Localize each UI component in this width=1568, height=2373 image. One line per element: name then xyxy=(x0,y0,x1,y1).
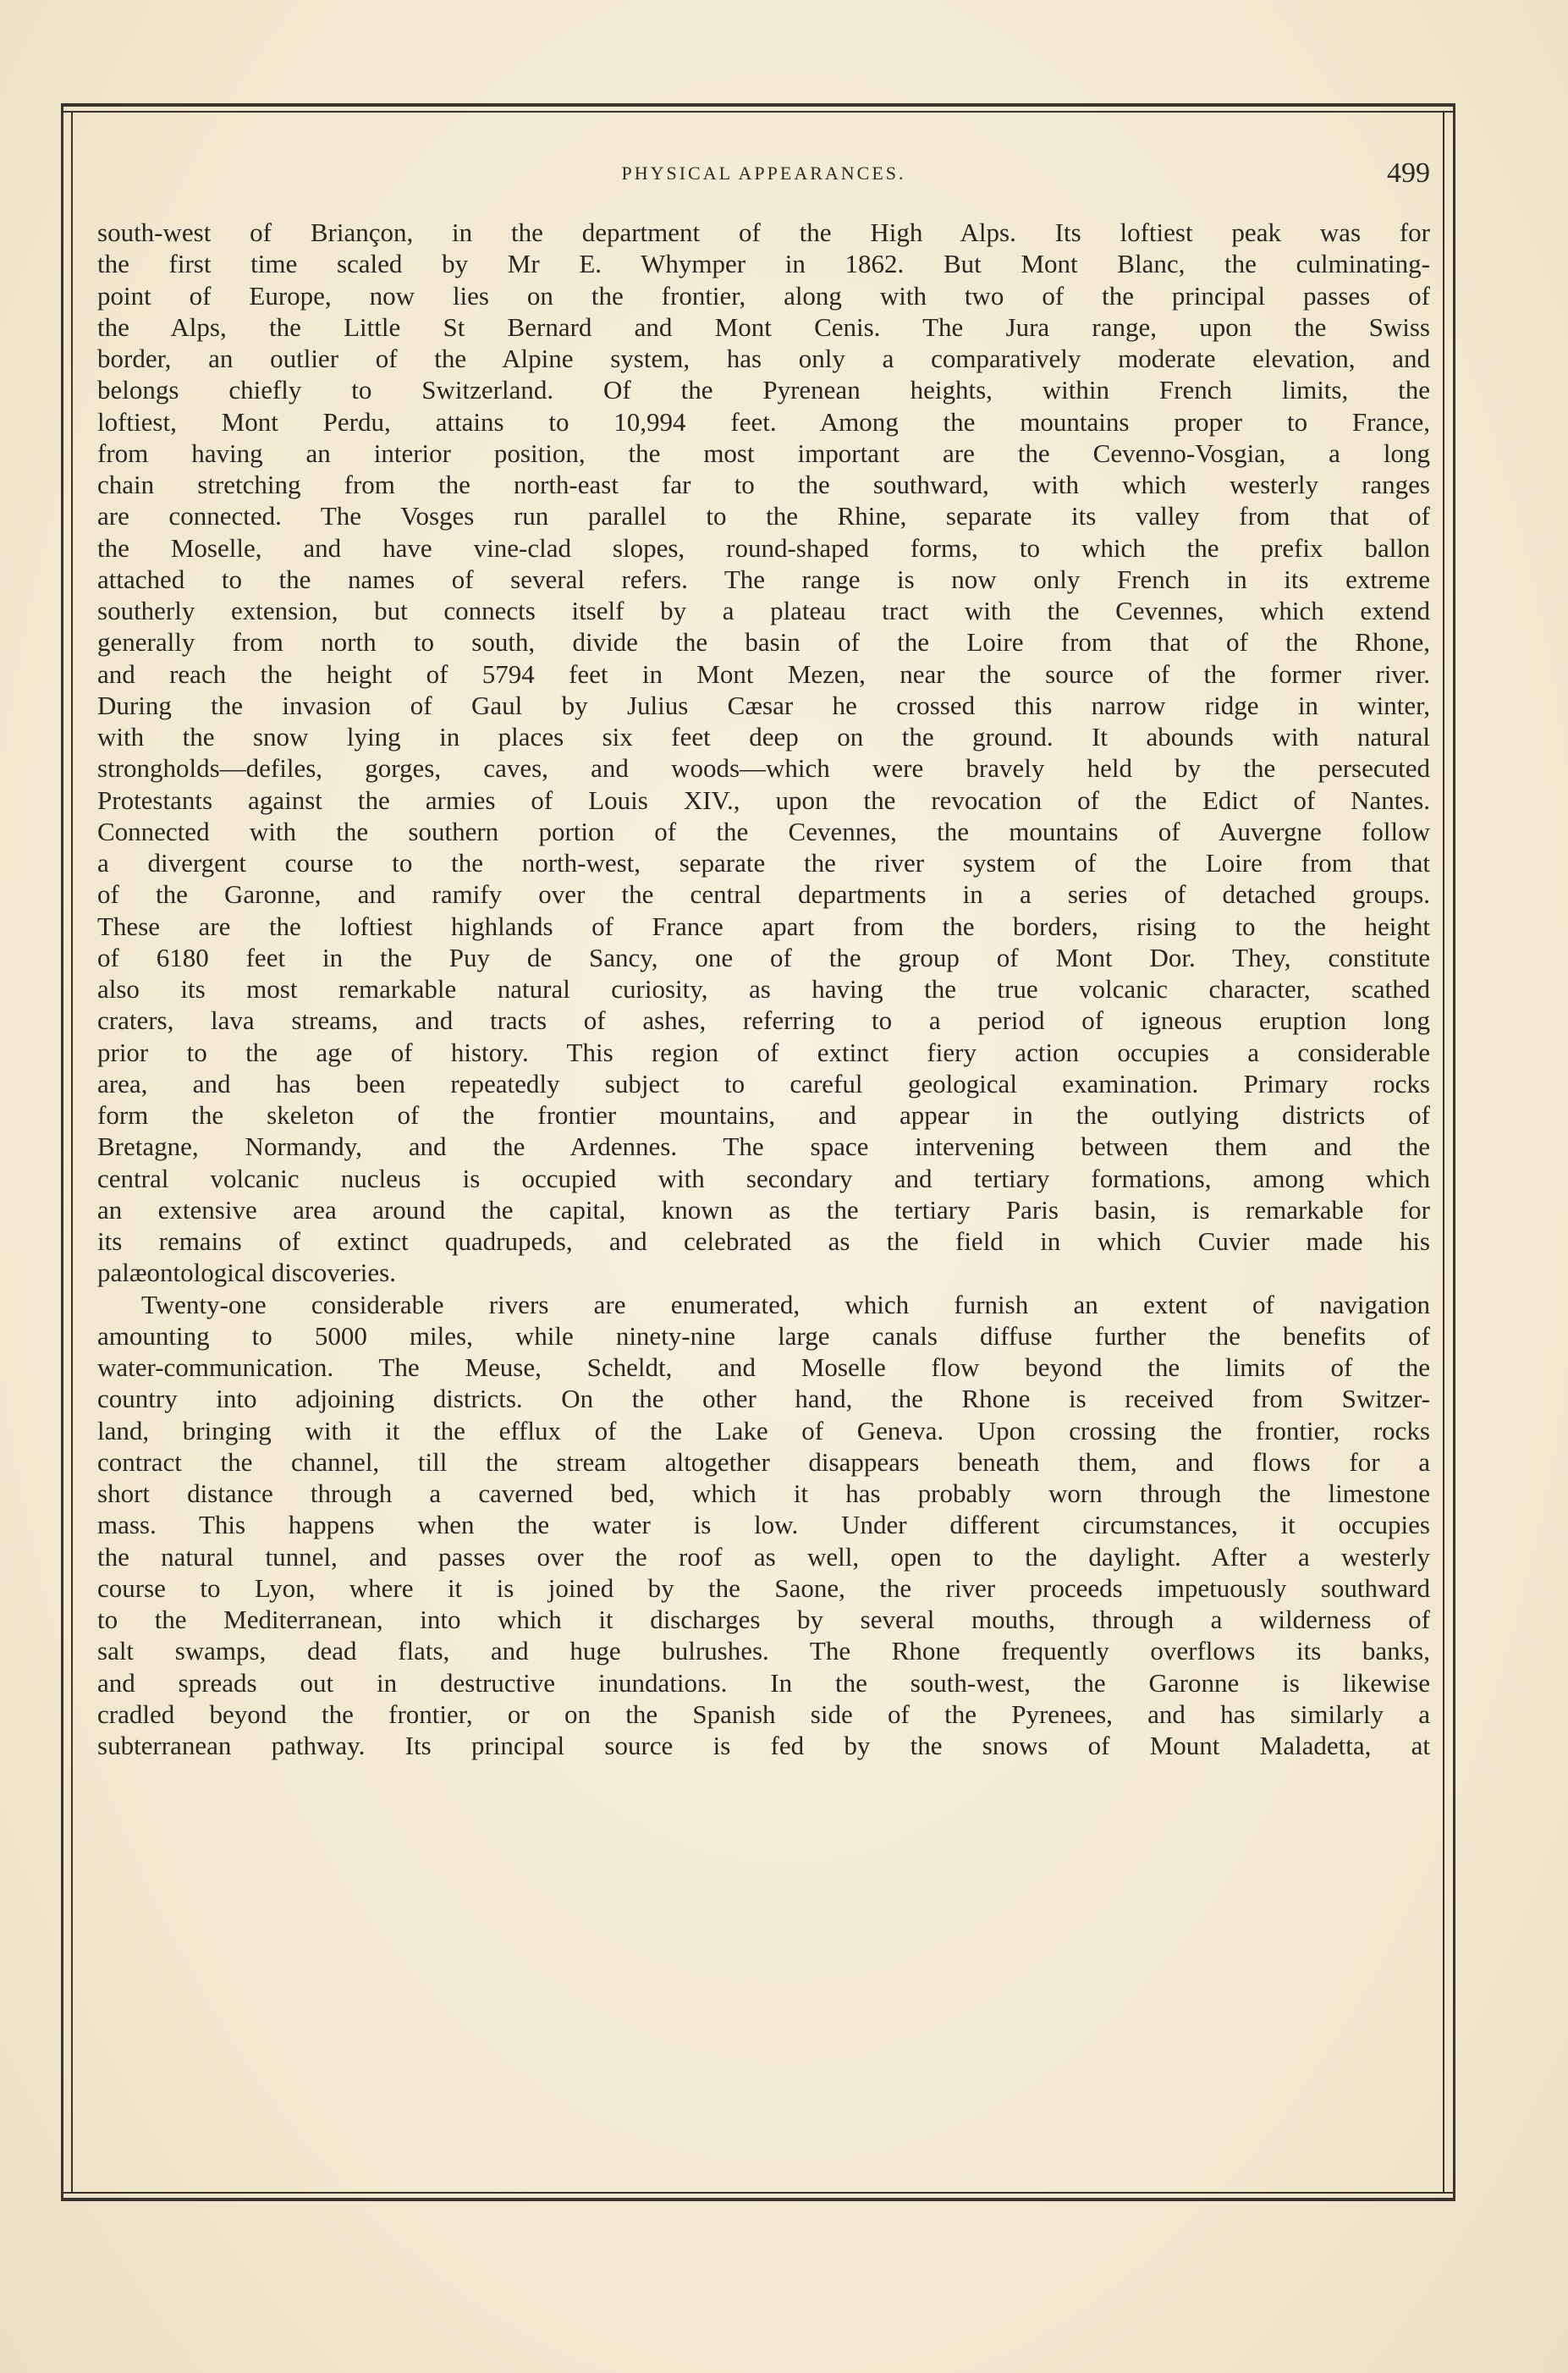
text-line: south-west of Briançon, in the department of the High Alps. Its loftiest peak was for xyxy=(97,217,1430,247)
text-line: form the skeleton of the frontier mountains, and appear in the outlying districts of xyxy=(97,1100,1430,1130)
text-line: area, and has been repeatedly subject to careful geological examination. Primary rocks xyxy=(97,1068,1430,1098)
text-line: chain stretching from the north-east far to the southward, with which westerly ranges xyxy=(97,470,1430,499)
text-line: the natural tunnel, and passes over the roof as well, open to the daylight. After a westerly xyxy=(97,1541,1430,1572)
text-line: craters, lava streams, and tracts of ashes, referring to a period of igneous eruption long xyxy=(97,1005,1430,1036)
text-line: southerly extension, but connects itself by a plateau tract with the Cevennes, which extend xyxy=(97,596,1430,625)
text-line: of the Garonne, and ramify over the central departments in a series of detached groups. xyxy=(97,879,1430,910)
text-line: land, bringing with it the efflux of the Lake of Geneva. Upon crossing the frontier, rocks xyxy=(97,1415,1430,1445)
text-line: mass. This happens when the water is low. Under different circumstances, it occupies xyxy=(97,1510,1430,1540)
text-line: an extensive area around the capital, known as the tertiary Paris basin, is remarkable for xyxy=(97,1194,1430,1225)
running-head xyxy=(97,157,1430,191)
running-title: PHYSICAL APPEARANCES. xyxy=(621,162,906,184)
frame-top-inner-rule xyxy=(61,111,1455,113)
text-line: Protestants against the armies of Louis XIV., upon the revocation of the Edict of Nantes. xyxy=(97,785,1430,815)
frame-left-outer-rule xyxy=(61,103,63,2201)
text-line: from having an interior position, the most important are the Cevenno-Vosgian, a long xyxy=(97,438,1430,468)
text-line: and reach the height of 5794 feet in Mont Mezen, near the source of the former river. xyxy=(97,658,1430,689)
text-line: water-communication. The Meuse, Scheldt, and Moselle flow beyond the limits of the xyxy=(97,1352,1430,1382)
text-line: salt swamps, dead flats, and huge bulrushes. The Rhone frequently overflows its banks, xyxy=(97,1636,1430,1666)
text-line: subterranean pathway. Its principal source is fed by the snows of Mount Maladetta, at xyxy=(97,1731,1430,1760)
text-line: prior to the age of history. This region of extinct fiery action occupies a considerable xyxy=(97,1037,1430,1067)
text-line: country into adjoining districts. On the other hand, the Rhone is received from Switzer- xyxy=(97,1384,1430,1414)
text-line: amounting to 5000 miles, while ninety-nine large canals diffuse further the benefits of xyxy=(97,1320,1430,1351)
text-line: central volcanic nucleus is occupied with secondary and tertiary formations, among which xyxy=(97,1163,1430,1193)
text-line: strongholds—defiles, gorges, caves, and woods—which were bravely held by the persecuted xyxy=(97,753,1430,784)
text-line: During the invasion of Gaul by Julius Cæsar he crossed this narrow ridge in winter, xyxy=(97,690,1430,720)
text-line: and spreads out in destructive inundations. In the south-west, the Garonne is likewise xyxy=(97,1667,1430,1698)
frame-bottom-outer-rule xyxy=(61,2198,1455,2201)
frame-top-outer-rule xyxy=(61,103,1455,107)
text-line: Connected with the southern portion of the Cevennes, the mountains of Auvergne follow xyxy=(97,816,1430,846)
text-line: attached to the names of several refers. The range is now only French in its extreme xyxy=(97,564,1430,594)
text-line: Twenty-one considerable rivers are enumerated, which furnish an extent of navigation xyxy=(141,1289,1430,1319)
text-line: short distance through a caverned bed, which it has probably worn through the limestone xyxy=(97,1478,1430,1508)
text-line: are connected. The Vosges run parallel to the Rhine, separate its valley from that of xyxy=(97,501,1430,531)
text-line: a divergent course to the north-west, separate the river system of the Loire from that xyxy=(97,848,1430,878)
text-line: the Moselle, and have vine-clad slopes, round-shaped forms, to which the prefix ballon xyxy=(97,532,1430,563)
text-line: belongs chiefly to Switzerland. Of the Pyrenean heights, within French limits, the xyxy=(97,375,1430,405)
text-line: point of Europe, now lies on the frontier, along with two of the principal passes of xyxy=(97,280,1430,311)
text-line: of 6180 feet in the Puy de Sancy, one of the group of Mont Dor. They, constitute xyxy=(97,942,1430,972)
text-line: course to Lyon, where it is joined by the Saone, the river proceeds impetuously southward xyxy=(97,1572,1430,1603)
body-text xyxy=(97,217,1430,1761)
text-line: to the Mediterranean, into which it discharges by several mouths, through a wilderness of xyxy=(97,1605,1430,1634)
paragraph-1 xyxy=(97,217,1430,1289)
paragraph-2 xyxy=(97,1289,1430,1762)
frame-left-inner-rule xyxy=(71,111,73,2194)
page-number: 499 xyxy=(1387,157,1430,189)
text-line: These are the loftiest highlands of France apart from the borders, rising to the height xyxy=(97,911,1430,941)
text-line: the first time scaled by Mr E. Whymper in 1862. But Mont Blanc, the culminating- xyxy=(97,249,1430,279)
frame-right-inner-rule xyxy=(1443,111,1444,2194)
text-line: contract the channel, till the stream altogether disappears beneath them, and flows for a xyxy=(97,1446,1430,1477)
text-line: generally from north to south, divide the basin of the Loire from that of the Rhone, xyxy=(97,627,1430,658)
text-line: border, an outlier of the Alpine system, has only a comparatively moderate elevation, and xyxy=(97,344,1430,373)
text-line: Bretagne, Normandy, and the Ardennes. The space intervening between them and the xyxy=(97,1131,1430,1162)
text-line: cradled beyond the frontier, or on the Spanish side of the Pyrenees, and has similarly a xyxy=(97,1699,1430,1729)
frame-right-outer-rule xyxy=(1453,103,1455,2201)
text-line: loftiest, Mont Perdu, attains to 10,994 feet. Among the mountains proper to France, xyxy=(97,406,1430,437)
text-line: palæontological discoveries. xyxy=(97,1258,396,1288)
text-line: its remains of extinct quadrupeds, and celebrated as the field in which Cuvier made his xyxy=(97,1226,1430,1256)
text-line: also its most remarkable natural curiosity, as having the true volcanic character, scathed xyxy=(97,974,1430,1004)
frame-bottom-inner-rule xyxy=(61,2192,1455,2194)
text-line: the Alps, the Little St Bernard and Mont Cenis. The Jura range, upon the Swiss xyxy=(97,311,1430,342)
text-line: with the snow lying in places six feet deep on the ground. It abounds with natural xyxy=(97,722,1430,752)
